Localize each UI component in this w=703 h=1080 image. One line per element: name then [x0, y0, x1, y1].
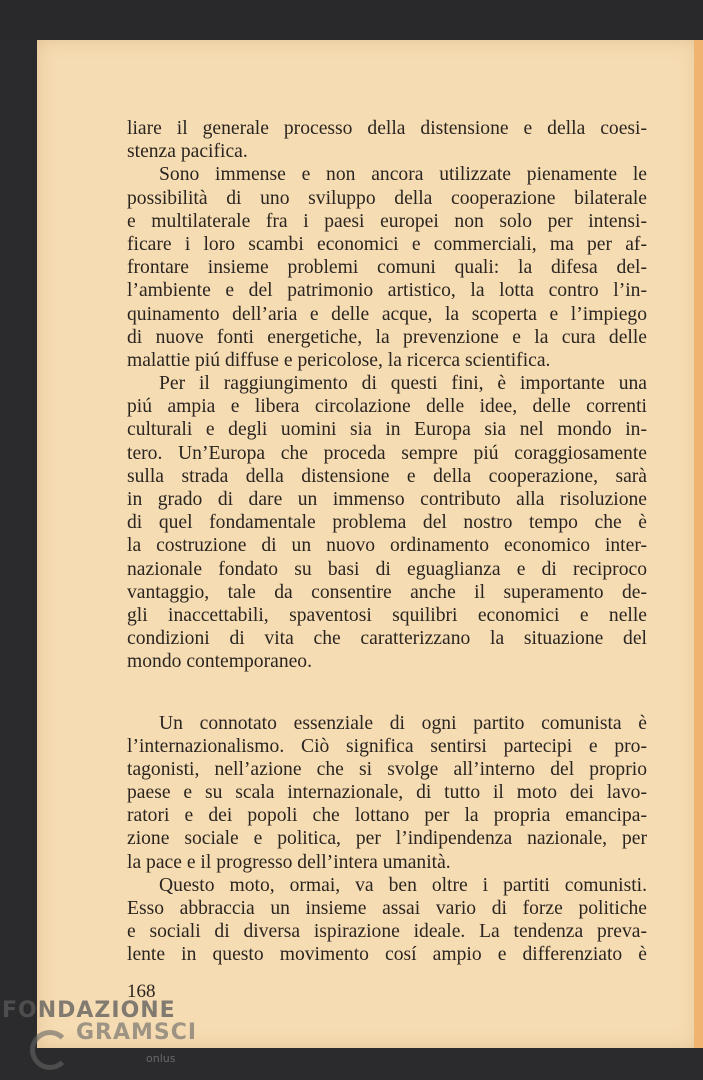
text-line: gli inaccettabili, spaventosi squilibri economici e nelle [127, 604, 647, 626]
text-line: malattie piú diffuse e pericolose, la ricerca scientifica. [127, 349, 551, 371]
text-line: vantaggio, tale da consentire anche il superamento de- [127, 581, 647, 603]
text-line: culturali e degli uomini sia in Europa sia nel mondo in- [127, 419, 647, 441]
text-line: e multilaterale fra i paesi europei non solo per intensi- [127, 210, 647, 232]
text-line: frontare insieme problemi comuni quali: la difesa del- [127, 257, 647, 279]
page-number: 168 [127, 981, 156, 1002]
text-line: l’ambiente e del patrimonio artistico, la lotta contro l’in- [127, 280, 647, 302]
text-line: piú ampia e libera circolazione delle idee, delle correnti [127, 396, 647, 418]
section-gap [127, 674, 647, 712]
text-line: la pace e il progresso dell’intera umanità. [127, 851, 451, 873]
text-line: Per il raggiungimento di questi fini, è importante una [159, 373, 647, 395]
text-line: la costruzione di un nuovo ordinamento economico inter- [127, 535, 647, 557]
text-line: mondo contemporaneo. [127, 651, 313, 673]
text-line: tero. Un’Europa che proceda sempre piú coraggiosamente [127, 442, 647, 464]
text-line: zione sociale e politica, per l’indipendenza nazionale, per [127, 828, 647, 850]
text-line: liare il generale processo della distensione e della coesi- [127, 118, 647, 139]
watermark-line1: FONDAZIONE [2, 998, 176, 1023]
text-line: possibilità di uno sviluppo della cooperazione bilaterale [127, 187, 647, 209]
text-line: l’internazionalismo. Ciò significa sentirsi partecipi e pro- [127, 735, 647, 757]
watermark-suffix: onlus [146, 1052, 176, 1065]
text-line: ficare i loro scambi economici e commerciali, ma per af- [127, 233, 647, 255]
text-line: di nuove fonti energetiche, la prevenzione e la cura delle [127, 326, 647, 348]
text-line: nazionale fondato su basi di eguaglianza e di reciproco [127, 558, 647, 580]
watermark [2, 1000, 197, 1044]
text-line: di quel fondamentale problema del nostro tempo che è [127, 512, 647, 534]
paragraph [127, 372, 647, 673]
text-line: e sociali di diversa ispirazione ideale. La tendenza preva- [127, 921, 647, 943]
text-line: Questo moto, ormai, va ben oltre i partiti comunisti. [159, 874, 647, 896]
text-line: quinamento dell’aria e delle acque, la scoperta e l’impiego [127, 303, 647, 325]
paragraph [127, 874, 647, 967]
text-line: ratori e dei popoli che lottano per la propria emancipa- [127, 805, 647, 827]
text-line: Sono immense e non ancora utilizzate pienamente le [159, 164, 647, 186]
text-line: in grado di dare un immenso contributo alla risoluzione [127, 489, 647, 510]
text-line: lente in questo movimento cosí ampio e differenziato è [127, 944, 647, 966]
body-text [127, 117, 647, 967]
scan-top-border [0, 0, 703, 40]
text-line: tagonisti, nell’azione che si svolge all’interno del proprio [127, 758, 647, 780]
paragraph [127, 712, 647, 874]
text-line: sulla strada della distensione e della cooperazione, sarà [127, 465, 647, 487]
text-line: stenza pacifica. [127, 141, 248, 163]
text-line: Un connotato essenziale di ogni partito comunista è [159, 712, 647, 734]
paragraph [127, 163, 647, 372]
text-line: condizioni di vita che caratterizzano la situazione del [127, 628, 647, 650]
watermark-line2: GRAMSCI [76, 1020, 198, 1045]
text-line: paese e su scala internazionale, di tutto il moto dei lavo- [127, 782, 647, 804]
text-line: Esso abbraccia un insieme assai vario di forze politiche [127, 898, 647, 919]
paragraph [127, 117, 647, 163]
page-edge [694, 40, 703, 1048]
